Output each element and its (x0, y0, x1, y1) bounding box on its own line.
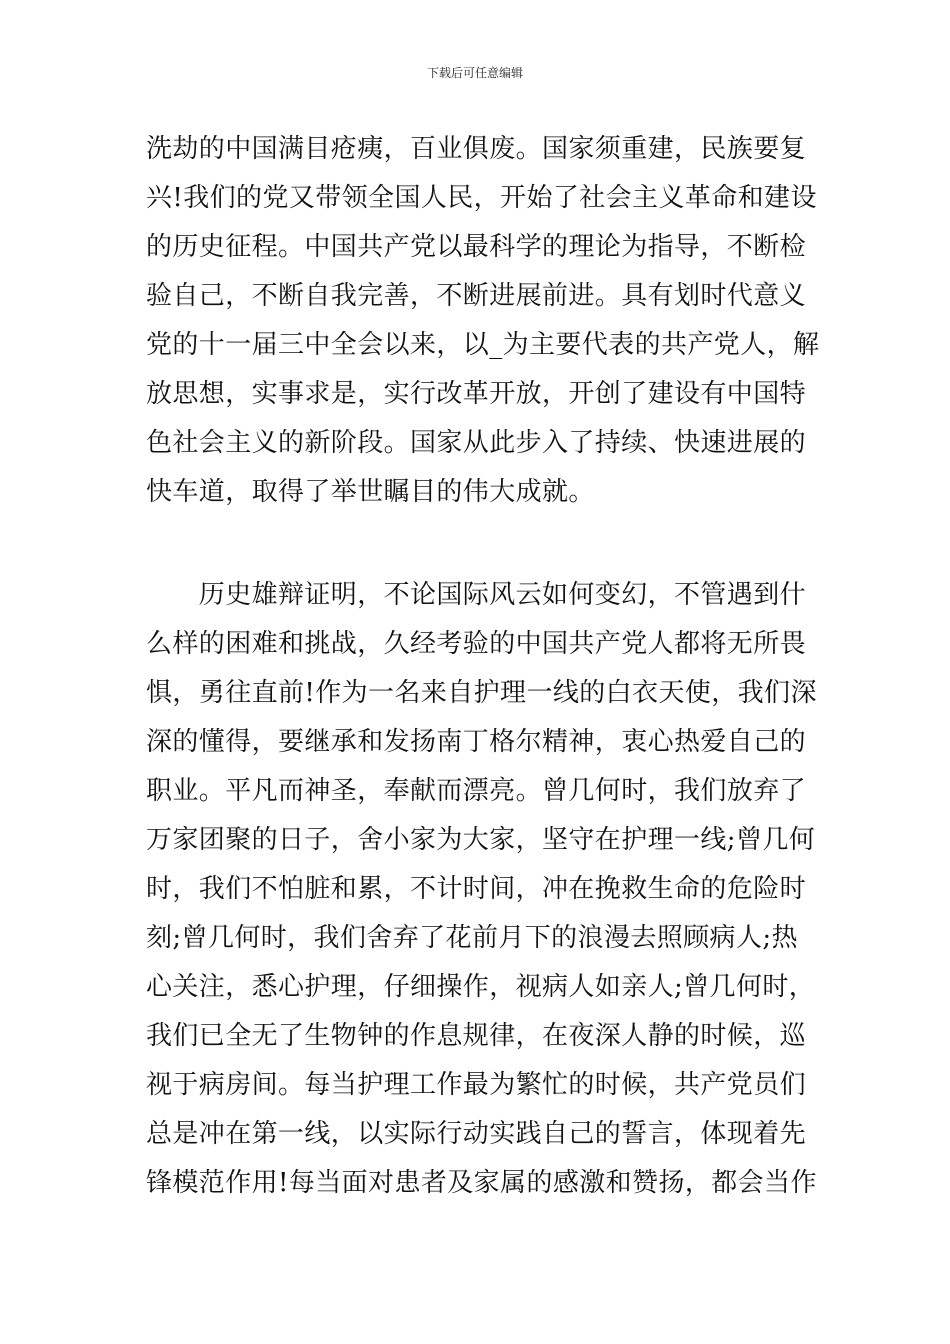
paragraph-2 (146, 571, 816, 1208)
text-line: 么样的困难和挑战，久经考验的中国共产党人都将无所畏 (146, 629, 807, 659)
text-line: 心关注，悉心护理，仔细操作，视病人如亲人;曾几何时， (146, 972, 816, 1002)
text-line: 洗劫的中国满目疮痍，百业俱废。国家须重建，民族要复 (146, 134, 807, 164)
text-line: 快车道，取得了举世瞩目的伟大成就。 (146, 477, 595, 507)
text-line: 历史雄辩证明，不论国际风云如何变幻，不管遇到什 (146, 580, 807, 610)
text-line: 放思想，实事求是，实行改革开放，开创了建设有中国特 (146, 379, 807, 409)
text-line: 我们已全无了生物钟的作息规律，在夜深人静的时候，巡 (146, 1021, 807, 1051)
text-line: 锋模范作用!每当面对患者及家属的感激和赞扬，都会当作 (146, 1168, 817, 1198)
text-line: 时，我们不怕脏和累，不计时间，冲在挽救生命的危险时 (146, 874, 807, 904)
page-header: 下载后可任意编辑 (426, 66, 523, 80)
text-line: 万家团聚的日子，舍小家为大家，坚守在护理一线;曾几何 (146, 825, 816, 855)
text-line: 验自己，不断自我完善，不断进展前进。具有划时代意义 (146, 281, 807, 311)
text-line: 的历史征程。中国共产党以最科学的理论为指导，不断检 (146, 232, 807, 262)
text-line: 惧，勇往直前!作为一名来自护理一线的白衣天使，我们深 (146, 678, 817, 708)
text-line: 总是冲在第一线，以实际行动实践自己的誓言，体现着先 (146, 1119, 807, 1149)
text-line: 深的懂得，要继承和发扬南丁格尔精神，衷心热爱自己的 (146, 727, 807, 757)
text-line: 职业。平凡而神圣，奉献而漂亮。曾几何时，我们放弃了 (146, 776, 807, 806)
text-line: 刻;曾几何时，我们舍弃了花前月下的浪漫去照顾病人;热 (146, 923, 798, 953)
paragraph-1 (146, 125, 820, 517)
text-line: 党的十一届三中全会以来，以_为主要代表的共产党人，解 (146, 330, 820, 360)
text-line: 兴!我们的党又带领全国人民，开始了社会主义革命和建设 (146, 183, 817, 213)
text-line: 视于病房间。每当护理工作最为繁忙的时候，共产党员们 (146, 1070, 807, 1100)
text-line: 色社会主义的新阶段。国家从此步入了持续、快速进展的 (146, 428, 807, 458)
